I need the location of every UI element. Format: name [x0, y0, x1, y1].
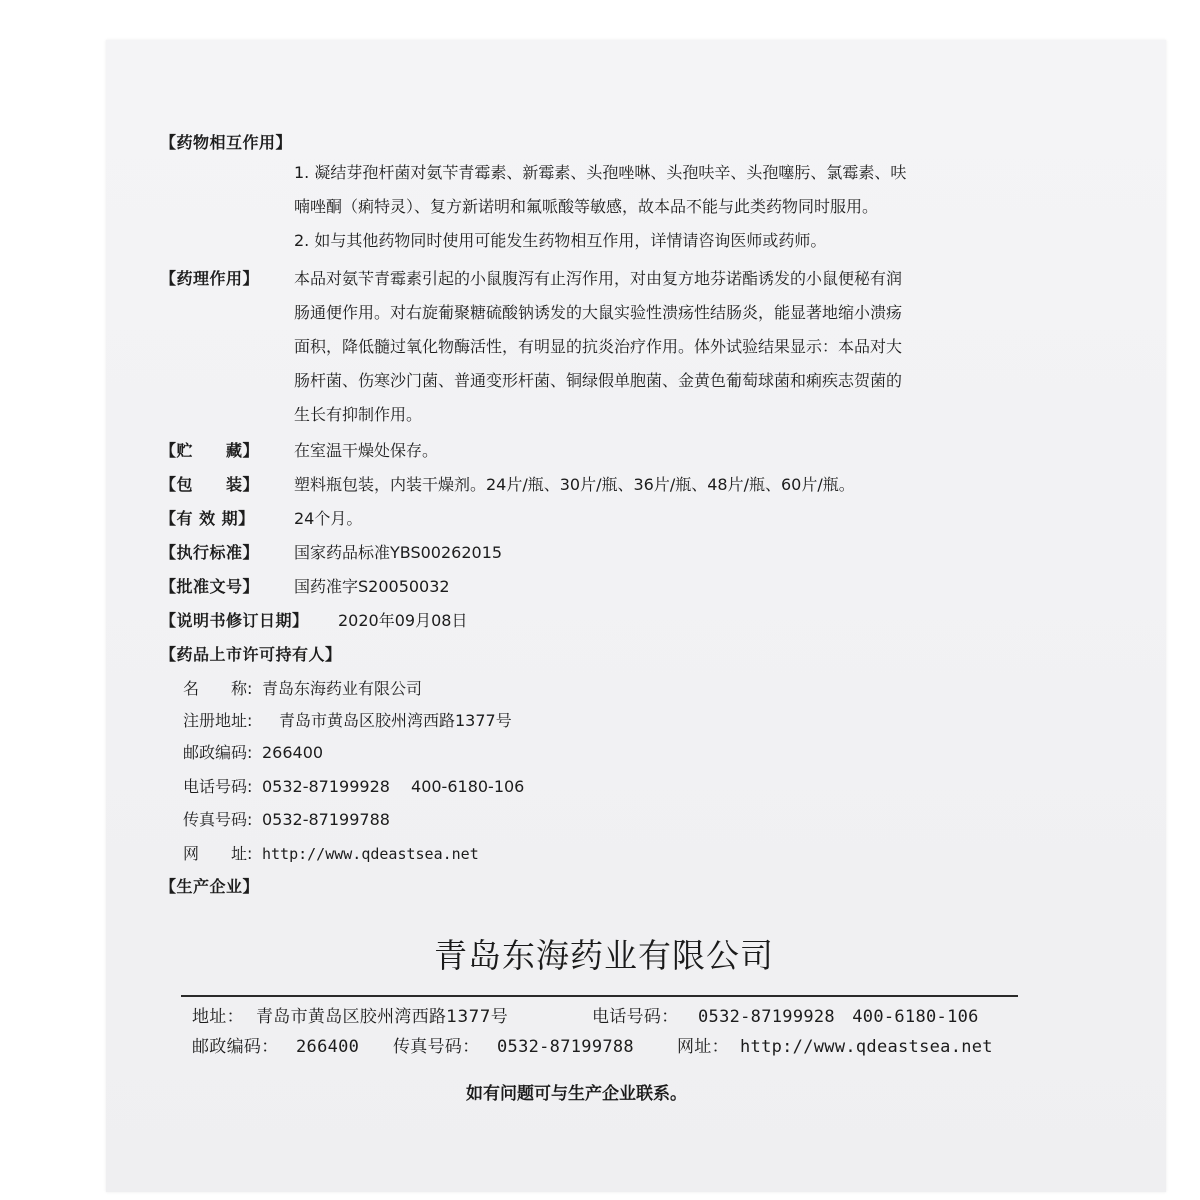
packaging-value: 塑料瓶包装，内装干燥剂。24片/瓶、30片/瓶、36片/瓶、48片/瓶、60片/瓶。 [294, 475, 855, 494]
pharmacology-line-1: 本品对氨苄青霉素引起的小鼠腹泻有止泻作用，对由复方地芬诺酯诱发的小鼠便秘有润 [294, 269, 903, 288]
footer-fax-value: 0532-87199788 [497, 1037, 634, 1057]
footer-divider [181, 995, 1018, 997]
holder-fax-label: 传真号码: [183, 810, 253, 829]
approval-value: 国药准字S20050032 [294, 577, 450, 596]
holder-fax-value: 0532-87199788 [262, 810, 390, 829]
standard-heading: 【执行标准】 [160, 543, 260, 562]
footer-fax-label: 传真号码： [393, 1037, 480, 1057]
interactions-line-3: 2. 如与其他药物同时使用可能发生药物相互作用，详情请咨询医师或药师。 [294, 231, 827, 250]
holder-web-label: 网 址: [183, 844, 253, 863]
footer-phone-value: 0532-87199928 400-6180-106 [698, 1007, 979, 1027]
footer-postal-value: 266400 [296, 1037, 360, 1057]
holder-phone-value: 0532-87199928 400-6180-106 [262, 777, 525, 796]
holder-name-label: 名 称: [183, 679, 253, 698]
manufacturer-heading: 【生产企业】 [160, 877, 260, 896]
revision-heading: 【说明书修订日期】 [160, 611, 309, 630]
pharmacology-line-5: 生长有抑制作用。 [294, 405, 423, 424]
pharmacology-line-3: 面积，降低髓过氧化物酶活性，有明显的抗炎治疗作用。体外试验结果显示：本品对大 [294, 337, 903, 356]
standard-value: 国家药品标准YBS00262015 [294, 543, 503, 562]
validity-heading: 【有 效 期】 [160, 509, 255, 528]
holder-address-label: 注册地址: [183, 711, 253, 730]
pharmacology-line-4: 肠杆菌、伤寒沙门菌、普通变形杆菌、铜绿假单胞菌、金黄色葡萄球菌和痢疾志贺菌的 [294, 371, 903, 390]
pharmacology-line-2: 肠通便作用。对右旋葡聚糖硫酸钠诱发的大鼠实验性溃疡性结肠炎，能显著地缩小溃疡 [294, 303, 903, 322]
storage-heading: 【贮 藏】 [160, 441, 260, 460]
footer-contact-note: 如有问题可与生产企业联系。 [466, 1084, 687, 1104]
holder-heading: 【药品上市许可持有人】 [160, 645, 342, 664]
footer-address-label: 地址： [192, 1007, 244, 1027]
holder-phone-label: 电话号码: [183, 777, 253, 796]
pharmacology-heading: 【药理作用】 [160, 269, 260, 288]
holder-address-value: 青岛市黄岛区胶州湾西路1377号 [279, 711, 512, 730]
storage-value: 在室温干燥处保存。 [294, 441, 439, 460]
footer-company-name: 青岛东海药业有限公司 [434, 936, 774, 975]
revision-value: 2020年09月08日 [338, 611, 468, 630]
interactions-heading: 【药物相互作用】 [160, 133, 293, 152]
holder-postal-value: 266400 [262, 743, 324, 762]
interactions-line-1: 1. 凝结芽孢杆菌对氨苄青霉素、新霉素、头孢唑啉、头孢呋辛、头孢噻肟、氯霉素、呋 [294, 163, 907, 182]
validity-value: 24个月。 [294, 509, 363, 528]
footer-postal-label: 邮政编码： [192, 1037, 279, 1057]
interactions-line-2: 喃唑酮（痢特灵）、复方新诺明和氟哌酸等敏感，故本品不能与此类药物同时服用。 [294, 197, 879, 216]
footer-web-value: http://www.qdeastsea.net [740, 1037, 993, 1057]
holder-web-value: http://www.qdeastsea.net [262, 845, 479, 863]
footer-phone-label: 电话号码： [592, 1007, 679, 1027]
holder-name-value: 青岛东海药业有限公司 [262, 679, 423, 698]
footer-address-value: 青岛市黄岛区胶州湾西路1377号 [256, 1007, 509, 1027]
approval-heading: 【批准文号】 [160, 577, 260, 596]
footer-web-label: 网址： [677, 1037, 729, 1057]
packaging-heading: 【包 装】 [160, 475, 260, 494]
holder-postal-label: 邮政编码: [183, 743, 253, 762]
